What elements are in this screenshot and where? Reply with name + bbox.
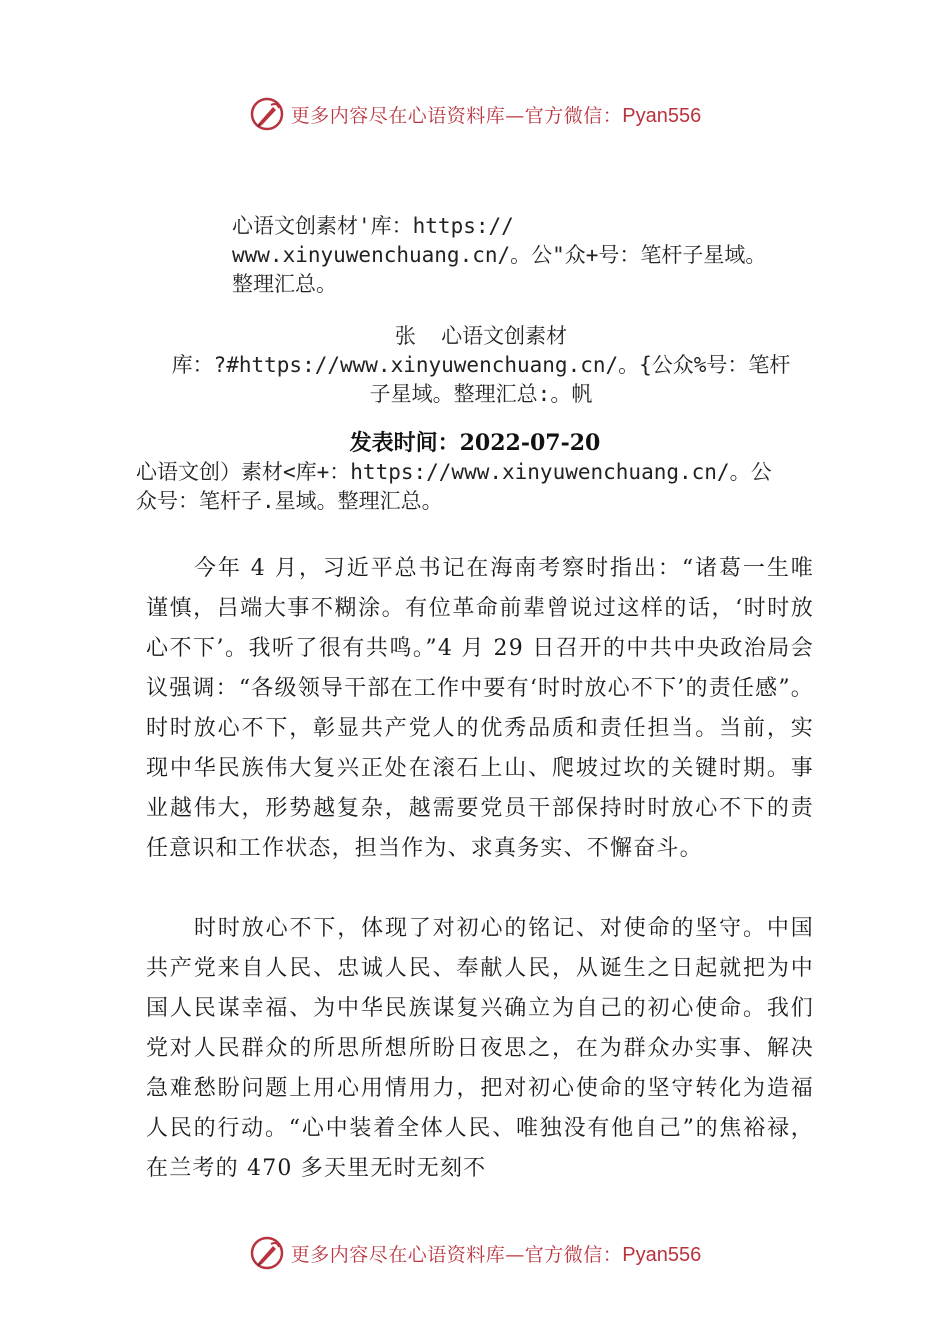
banner-text: 更多内容尽在心语资料库—官方微信：Pyan556 bbox=[290, 104, 702, 127]
article-paragraph: 时时放心不下，体现了对初心的铭记、对使命的坚守。中国共产党来自人民、忠诚人民、奉献人民，从诞生之日起就把为中国人民谋幸福、为中华民族谋复兴确立为自己的初心使命。我们党对人民群众的所思所想所盼日夜思之，在为群众办实事、解决急难愁盼问题上用心用情用力，把对初心使命的坚守转化为造福人民的行动。“心中装着全体人民、唯独没有他自己”的焦裕禄，在兰考的 470 多天里无时无刻不 bbox=[146, 916, 814, 1181]
footer-banner bbox=[0, 1233, 950, 1273]
publish-date: 发表时间：2022-07-20 bbox=[349, 430, 601, 456]
pen-logo-icon bbox=[249, 1235, 285, 1271]
watermark-text: 心语文创素材'库：https:// www.xinyuwenchuang.cn/。公"众+号：笔杆子星域。 整理汇总。 bbox=[232, 214, 767, 296]
article-paragraph: 今年 4 月，习近平总书记在海南考察时指出：“诸葛一生唯谨慎，吕端大事不糊涂。有位革命前辈曾说过这样的话，‘时时放心不下’。我听了很有共鸣。”4 月 29 日召开的中共中央政治局会议强调：“各级领导干部在工作中要有‘时时放心不下’的责任感”。时时放心不下，彰显共产党人的优秀品质和责任担当。当前，实现中华民族伟大复兴正处在滚石上山、爬坡过坎的关键时期。事业越伟大，形势越复杂，越需要党员干部保持时时放心不下的责任意识和工作状态，担当作为、求真务实、不懈奋斗。 bbox=[146, 556, 814, 861]
watermark-text: 张 心语文创素材 库：?#https://www.xinyuwenchuang.cn/。{公众%号：笔杆 子星域。整理汇总:。帆 bbox=[171, 324, 791, 406]
watermark-text: 心语文创）素材<库+：https://www.xinyuwenchuang.cn/。公 众号：笔杆子.星域。整理汇总。 bbox=[136, 460, 772, 513]
banner-text: 更多内容尽在心语资料库—官方微信：Pyan556 bbox=[290, 1243, 702, 1266]
pen-logo-icon bbox=[249, 96, 285, 132]
header-banner bbox=[0, 94, 950, 134]
